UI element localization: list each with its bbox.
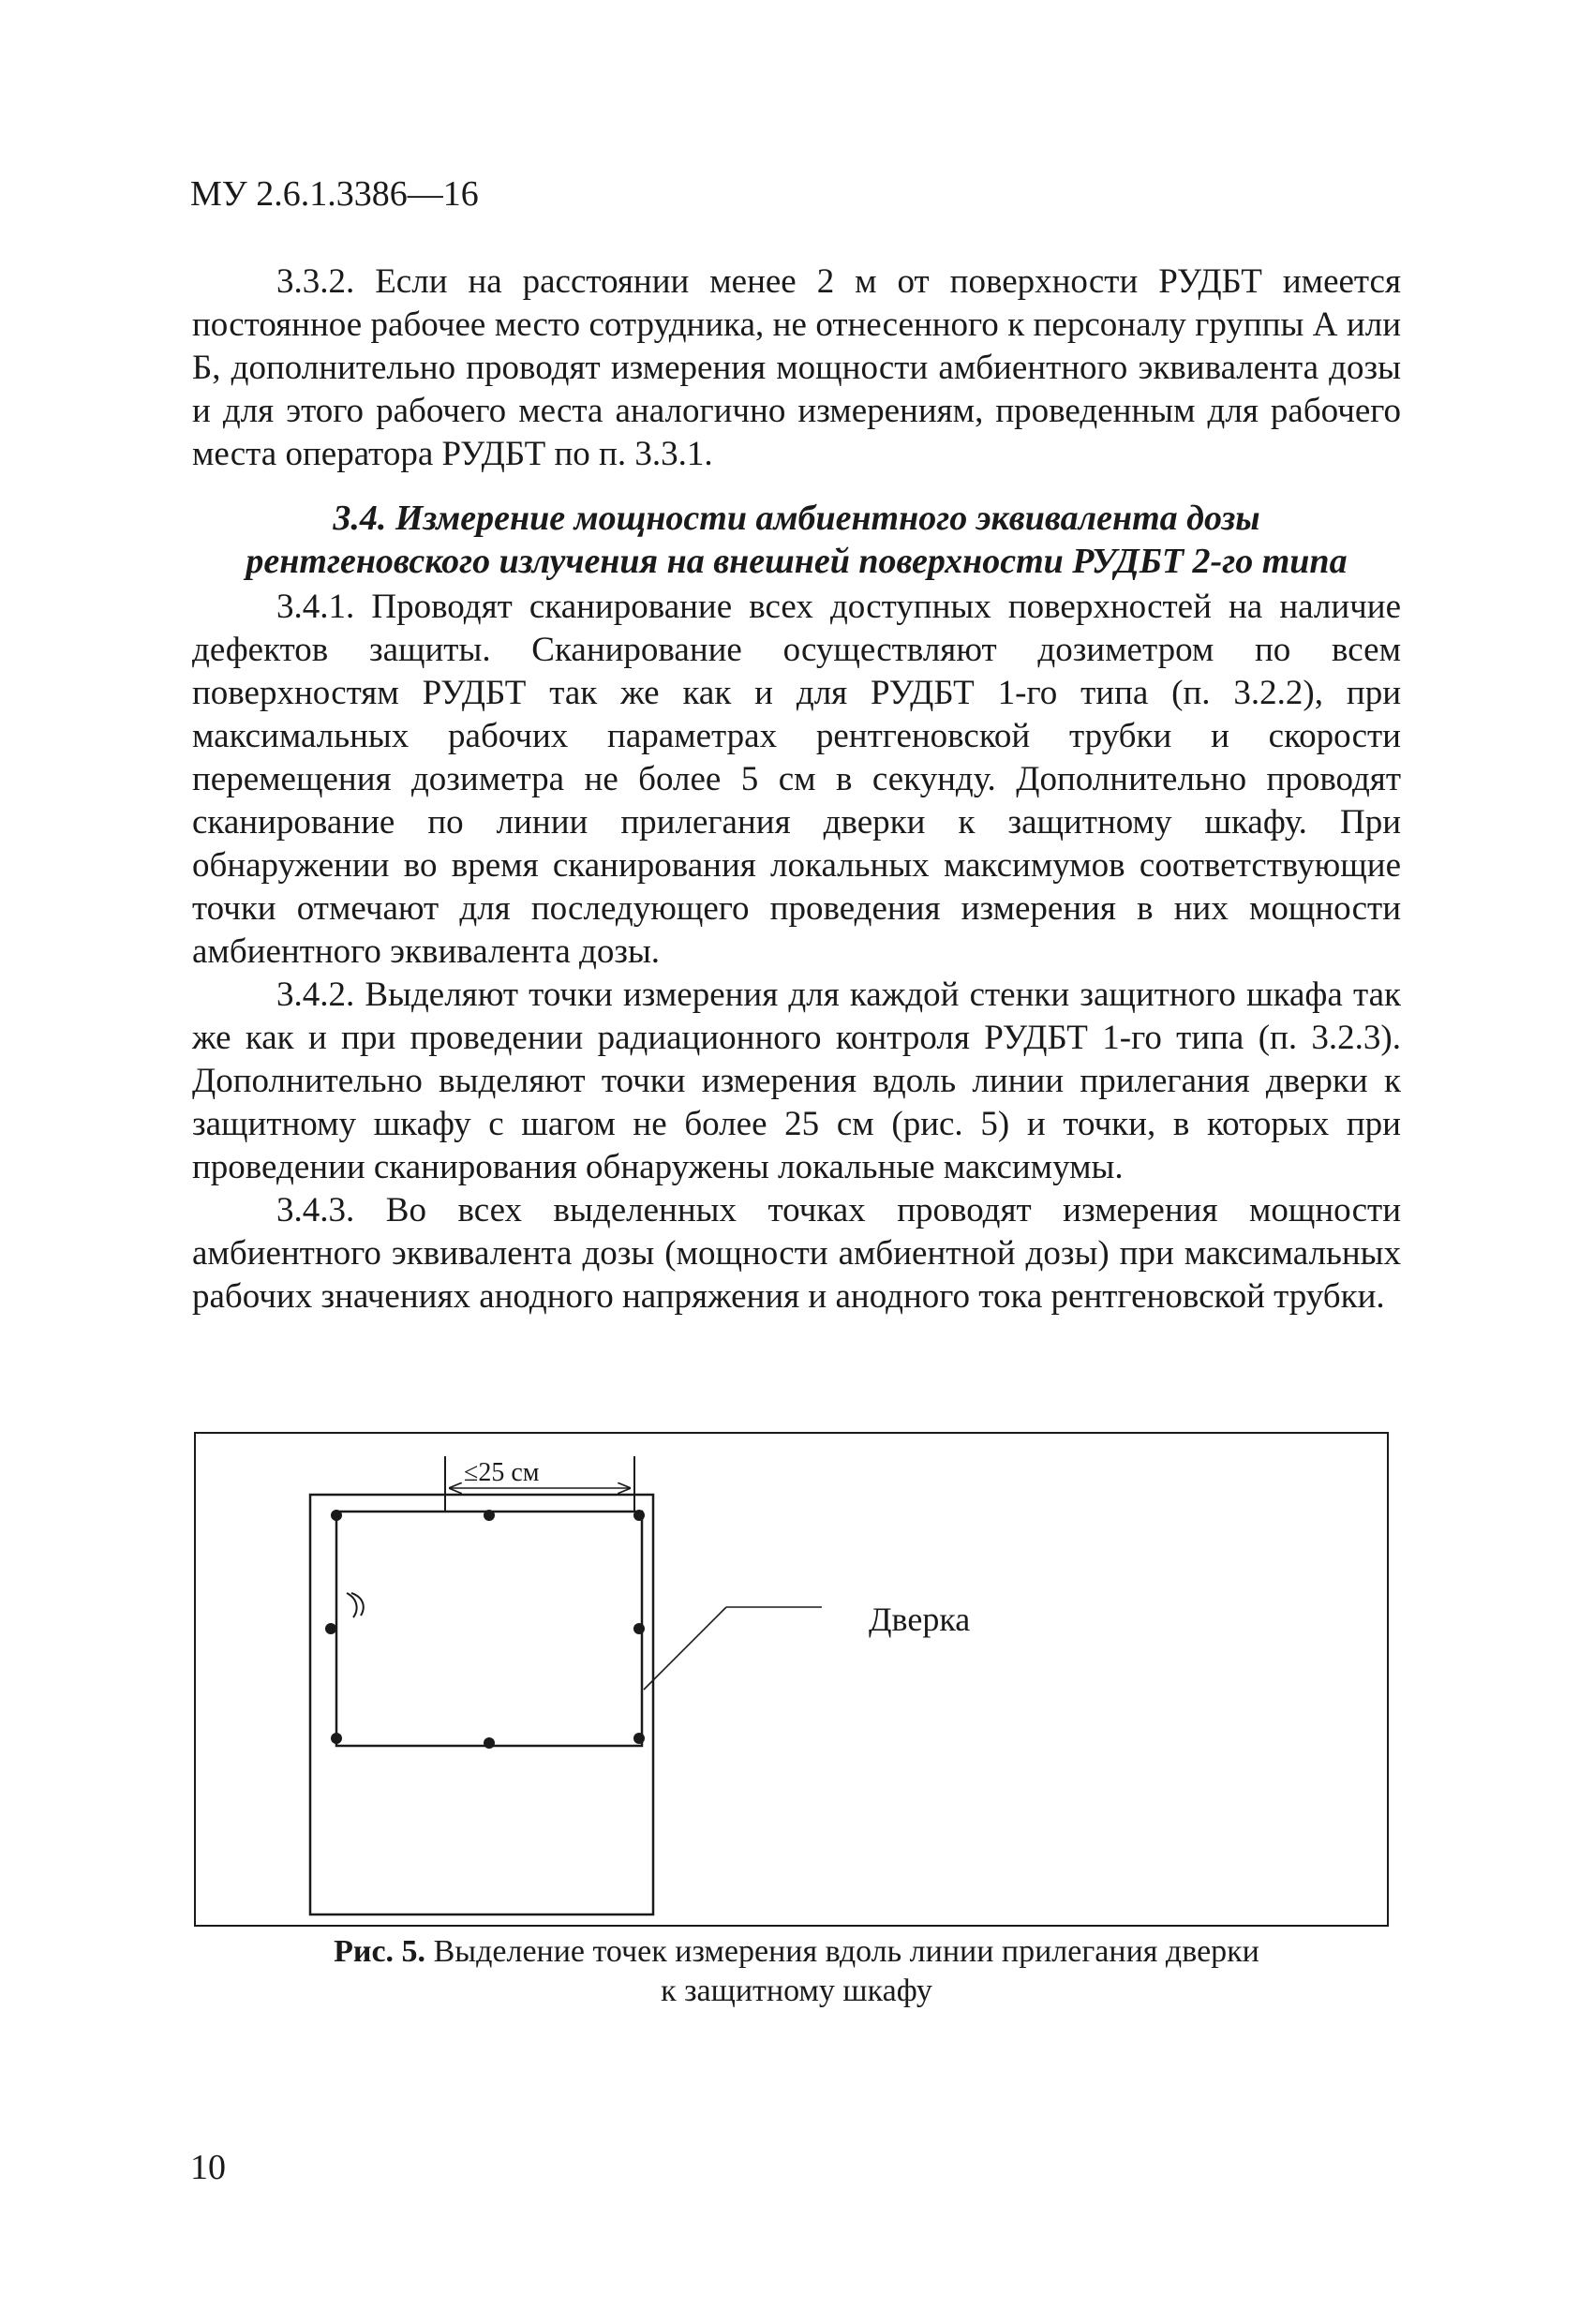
measurement-point: [331, 1733, 342, 1744]
door-handle-icon-inner: [347, 1593, 357, 1617]
figure-caption: [192, 1932, 1401, 2011]
dimension-label: ≤25 см: [464, 1458, 540, 1487]
section-heading-line-2: рентгеновского излучения на внешней поверхности РУДБТ 2-го типа: [246, 542, 1348, 581]
paragraph-3-4-1: 3.4.1. Проводят сканирование всех доступных поверхностей на наличие дефектов защиты. Сканирование осуществляют дозиметром по всем поверхностям РУДБТ так же как и для РУДБТ 1-го типа (п. 3.2.2), при максимальных рабочих параметрах рентгеновской трубки и скорости перемещения дозиметра не более 5 см в секунду. Дополнительно проводят сканирование по линии прилегания дверки к защитному шкафу. При обнаружении во время сканирования локальных максимумов соответствующие точки отмечают для последующего проведения измерения в них мощности амбиентного эквивалента дозы.: [192, 588, 1401, 971]
caption-line-1: [192, 1932, 1401, 1972]
section-heading-3-4: [192, 497, 1401, 583]
figure-frame: [195, 1433, 1388, 1926]
measurement-point: [633, 1733, 645, 1744]
caption-line-2: к защитному шкафу: [661, 1974, 932, 2008]
measurement-point: [325, 1623, 336, 1634]
figure-5: [194, 1432, 1389, 1927]
cabinet-outline: [310, 1495, 653, 1914]
document-code: МУ 2.6.1.3386—16: [190, 174, 479, 214]
section-heading-line-1: 3.4. Измерение мощности амбиентного эквивалента дозы: [333, 499, 1260, 538]
paragraph-3-4-2: 3.4.2. Выделяют точки измерения для каждой стенки защитного шкафа так же как и при проведении радиационного контроля РУДБТ 1-го типа (п. 3.2.3). Дополнительно выделяют точки измерения вдоль линии прилегания дверки к защитному шкафу с шагом не более 25 см (рис. 5) и точки, в которых при проведении сканирования обнаружены локальные максимумы.: [192, 976, 1401, 1186]
paragraph-3-4-3: 3.4.3. Во всех выделенных точках проводят измерения мощности амбиентного эквивалента дозы (мощности амбиентной дозы) при максимальных рабочих значениях анодного напряжения и анодного тока рентгеновской трубки.: [192, 1191, 1401, 1316]
caption-prefix: Рис. 5.: [334, 1934, 426, 1969]
measurement-point: [484, 1510, 495, 1521]
measurement-point: [331, 1510, 342, 1521]
measurement-point: [484, 1737, 495, 1749]
door-label: Дверка: [869, 1601, 971, 1638]
section-3-3-2: [192, 261, 1401, 476]
measurement-points: [325, 1510, 645, 1749]
measurement-point: [633, 1510, 645, 1521]
door-leader-diagonal: [644, 1607, 726, 1690]
figure-5-diagram: [194, 1432, 1389, 1927]
section-3-4-body: [192, 586, 1401, 1318]
page-number: 10: [190, 2148, 226, 2187]
caption-text-1: Выделение точек измерения вдоль линии прилегания дверки: [433, 1934, 1259, 1969]
measurement-point: [633, 1623, 645, 1634]
door-handle-icon: [351, 1593, 364, 1616]
paragraph-3-3-2: 3.3.2. Если на расстоянии менее 2 м от поверхности РУДБТ имеется постоянное рабочее место сотрудника, не отнесенного к персоналу группы А или Б, дополнительно проводят измерения мощности амбиентного эквивалента дозы и для этого рабочего места аналогично измерениям, проведенным для рабочего места оператора РУДБТ по п. 3.3.1.: [192, 262, 1401, 473]
door-outline: [336, 1512, 642, 1746]
